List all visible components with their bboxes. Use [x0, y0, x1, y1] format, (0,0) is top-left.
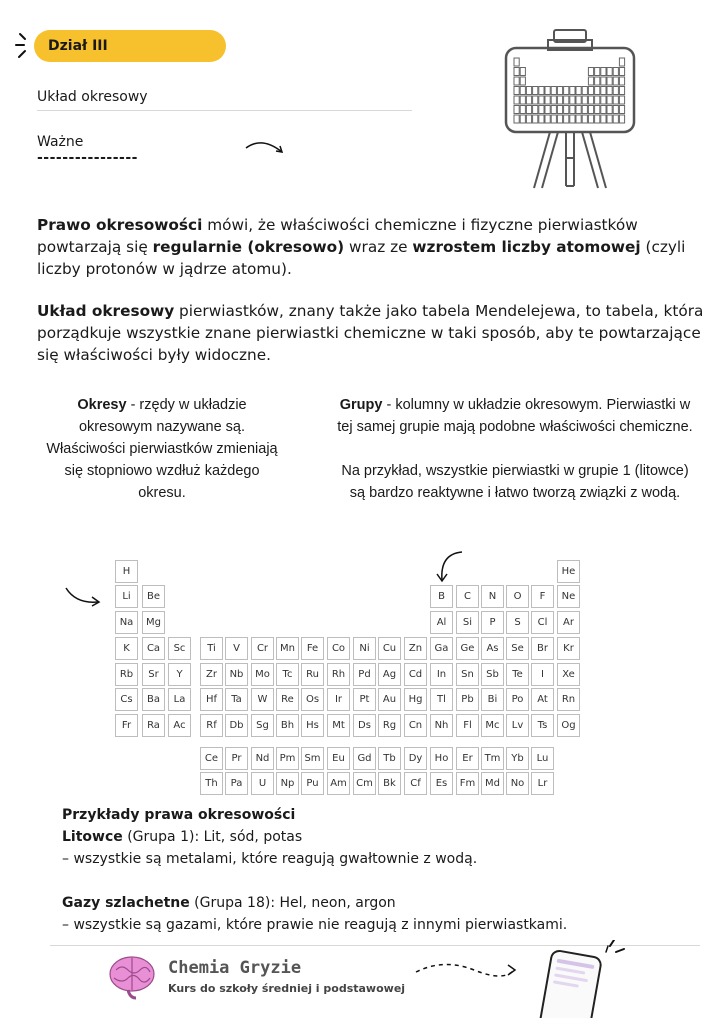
example-litowce-desc: – wszystkie są metalami, które reagują gwałtownie z wodą.: [62, 851, 478, 867]
pt-cell-symbol: I: [541, 669, 544, 680]
pt-cell-Ba: [142, 688, 165, 711]
pt-cell-symbol: Ag: [382, 669, 397, 680]
example-gazy-detail: (Grupa 18): Hel, neon, argon: [189, 895, 396, 911]
pt-cell-symbol: Y: [176, 669, 183, 680]
pt-cell-O: [506, 585, 529, 608]
paragraph-0-part-0: Prawo okresowości: [37, 216, 203, 234]
pt-cell-symbol: Db: [229, 720, 244, 731]
pt-cell-symbol: Xe: [562, 669, 575, 680]
pt-cell-symbol: Nd: [255, 753, 270, 764]
pt-cell-symbol: Tl: [437, 694, 446, 705]
pt-cell-Ta: [225, 688, 248, 711]
pt-cell-Sr: [142, 663, 165, 686]
pt-cell-symbol: Pm: [279, 753, 296, 764]
note-groups-title: Grupy: [339, 397, 383, 413]
pt-cell-Zr: [200, 663, 223, 686]
pt-cell-symbol: Am: [330, 778, 347, 789]
pt-cell-symbol: Al: [436, 617, 447, 628]
brain-icon: [106, 952, 158, 1000]
pt-cell-Tm: [481, 747, 504, 770]
pt-cell-symbol: Ga: [434, 643, 449, 654]
pt-cell-symbol: Mt: [332, 720, 345, 731]
pt-cell-symbol: Es: [435, 778, 448, 789]
pt-cell-symbol: Fm: [459, 778, 476, 789]
footer-tagline: Kurs do szkoły średniej i podstawowej: [168, 982, 406, 995]
pt-cell-In: [430, 663, 453, 686]
note-groups: [334, 394, 696, 504]
pt-cell-Md: [481, 772, 504, 795]
field-dashes: ----------------: [37, 150, 138, 166]
pt-cell-Po: [506, 688, 529, 711]
pt-cell-Fl: [456, 714, 479, 737]
pt-cell-symbol: B: [438, 591, 445, 602]
pt-cell-Sc: [168, 637, 191, 660]
pt-cell-symbol: Th: [205, 778, 218, 789]
pt-cell-Ga: [430, 637, 453, 660]
sparkle-icon: [14, 30, 36, 62]
pt-cell-W: [251, 688, 274, 711]
pt-cell-symbol: Rf: [206, 720, 217, 731]
pt-cell-Cn: [404, 714, 427, 737]
pt-cell-Lu: [531, 747, 554, 770]
pt-cell-symbol: O: [513, 591, 522, 602]
pt-cell-symbol: Sb: [486, 669, 499, 680]
pt-cell-Nh: [430, 714, 453, 737]
pt-cell-C: [456, 585, 479, 608]
pt-cell-symbol: Pa: [230, 778, 243, 789]
pt-cell-symbol: Fl: [463, 720, 472, 731]
pt-cell-As: [481, 637, 504, 660]
pt-cell-Te: [506, 663, 529, 686]
pt-cell-symbol: Fr: [121, 720, 132, 731]
pt-cell-Er: [456, 747, 479, 770]
pt-cell-symbol: Cm: [356, 778, 373, 789]
pt-cell-Ac: [168, 714, 191, 737]
pt-cell-He: [557, 560, 580, 583]
pt-cell-symbol: Hs: [306, 720, 319, 731]
paragraph-periodic-law: [37, 214, 713, 280]
pt-cell-symbol: Hf: [205, 694, 218, 705]
pt-cell-P: [481, 611, 504, 634]
pt-cell-Bk: [378, 772, 401, 795]
pt-cell-Tc: [276, 663, 299, 686]
pt-cell-La: [168, 688, 191, 711]
example-gazy-desc: – wszystkie są gazami, które prawie nie reagują z innymi pierwiastkami.: [62, 917, 568, 933]
pt-cell-symbol: La: [173, 694, 186, 705]
field-label-important: Ważne: [37, 134, 84, 150]
pt-cell-symbol: Eu: [332, 753, 345, 764]
pt-cell-symbol: Ba: [147, 694, 160, 705]
pt-cell-symbol: Lr: [537, 778, 548, 789]
pt-cell-Cf: [404, 772, 427, 795]
pt-cell-Cr: [251, 637, 274, 660]
easel-periodic-table-icon: [500, 28, 640, 190]
pt-cell-symbol: Se: [511, 643, 524, 654]
pt-cell-Gd: [353, 747, 376, 770]
pt-cell-symbol: As: [486, 643, 499, 654]
pt-cell-symbol: Nb: [229, 669, 244, 680]
pt-cell-symbol: Br: [537, 643, 548, 654]
pt-cell-Y: [168, 663, 191, 686]
pt-cell-Hs: [301, 714, 324, 737]
pt-cell-symbol: Ti: [207, 643, 216, 654]
pt-cell-Pt: [353, 688, 376, 711]
pt-cell-Xe: [557, 663, 580, 686]
field-underline: [37, 110, 412, 111]
pt-cell-Rg: [378, 714, 401, 737]
pt-cell-symbol: Cr: [256, 643, 269, 654]
pt-cell-symbol: Rh: [331, 669, 346, 680]
pt-cell-symbol: Pr: [231, 753, 242, 764]
pt-cell-Es: [430, 772, 453, 795]
pt-cell-symbol: Bi: [487, 694, 498, 705]
pt-cell-symbol: Po: [511, 694, 524, 705]
pt-cell-symbol: W: [257, 694, 268, 705]
pt-cell-symbol: Tc: [282, 669, 293, 680]
pt-cell-Cu: [378, 637, 401, 660]
pt-cell-symbol: Cl: [537, 617, 548, 628]
pt-cell-Tb: [378, 747, 401, 770]
pt-cell-symbol: Os: [305, 694, 320, 705]
pt-cell-symbol: Pt: [359, 694, 370, 705]
pt-cell-symbol: Ds: [358, 720, 371, 731]
note-groups-text: - kolumny w układzie okresowym. Pierwiastki w tej samej grupie mają podobne właściwości chemiczne.: [337, 397, 693, 435]
pt-cell-symbol: Ir: [334, 694, 343, 705]
example-gazy-name: Gazy szlachetne: [62, 895, 190, 911]
note-periods-text: - rzędy w układzie okresowym nazywane są. Właściwości pierwiastków zmieniają się stopniowo wzdłuż każdego okresu.: [46, 397, 278, 501]
pt-cell-symbol: F: [539, 591, 546, 602]
pt-cell-symbol: Cu: [382, 643, 397, 654]
pt-cell-symbol: Ta: [231, 694, 242, 705]
pt-cell-symbol: Ce: [204, 753, 219, 764]
pt-cell-Np: [276, 772, 299, 795]
examples-section: [62, 804, 702, 936]
pt-cell-symbol: Cf: [410, 778, 421, 789]
example-litowce-name: Litowce: [62, 829, 123, 845]
pt-cell-symbol: Ho: [434, 753, 449, 764]
pt-cell-Mg: [142, 611, 165, 634]
pt-cell-Ds: [353, 714, 376, 737]
paragraph-0-part-2: regularnie (okresowo): [152, 238, 345, 256]
note-groups-example: Na przykład, wszystkie pierwiastki w grupie 1 (litowce) są bardzo reaktywne i łatwo tworzą związki z wodą.: [341, 463, 689, 501]
pt-cell-Li: [115, 585, 138, 608]
pt-cell-Hf: [200, 688, 223, 711]
pt-cell-Cd: [404, 663, 427, 686]
pt-cell-Ar: [557, 611, 580, 634]
pt-cell-Au: [378, 688, 401, 711]
pt-cell-symbol: Na: [119, 617, 134, 628]
pt-cell-Ru: [301, 663, 324, 686]
footer-brand: Chemia Gryzie: [168, 958, 302, 978]
pt-cell-symbol: Og: [561, 720, 576, 731]
pt-cell-Se: [506, 637, 529, 660]
pt-cell-symbol: Sr: [148, 669, 159, 680]
pt-cell-Ir: [327, 688, 350, 711]
pt-cell-symbol: H: [122, 566, 131, 577]
pt-cell-symbol: Re: [281, 694, 294, 705]
pt-cell-symbol: Ni: [359, 643, 370, 654]
pt-cell-Ho: [430, 747, 453, 770]
pt-cell-Sg: [251, 714, 274, 737]
paragraph-0-part-4: wzrostem liczby atomowej: [412, 238, 641, 256]
pt-cell-symbol: Ne: [561, 591, 576, 602]
pt-cell-S: [506, 611, 529, 634]
examples-title: Przykłady prawa okresowości: [62, 807, 296, 823]
paragraph-0-part-5: (czyli liczby protonów w jądrze atomu).: [37, 238, 686, 278]
pt-cell-symbol: Ac: [173, 720, 186, 731]
paragraph-1-part-0: Układ okresowy: [37, 302, 175, 320]
pt-cell-symbol: Ra: [147, 720, 160, 731]
pt-cell-Cm: [353, 772, 376, 795]
pt-cell-Og: [557, 714, 580, 737]
pt-cell-symbol: Pd: [358, 669, 371, 680]
pt-cell-I: [531, 663, 554, 686]
pt-cell-K: [115, 637, 138, 660]
pt-cell-Cs: [115, 688, 138, 711]
pt-cell-Ce: [200, 747, 223, 770]
pt-cell-Hg: [404, 688, 427, 711]
pt-cell-Pd: [353, 663, 376, 686]
pt-cell-symbol: Tb: [383, 753, 396, 764]
pt-cell-No: [506, 772, 529, 795]
pt-cell-symbol: Lv: [511, 720, 524, 731]
paragraph-periodic-table: [37, 300, 713, 366]
pt-cell-Nb: [225, 663, 248, 686]
pt-cell-symbol: N: [488, 591, 497, 602]
pt-cell-symbol: He: [561, 566, 576, 577]
pt-cell-F: [531, 585, 554, 608]
pt-cell-Lv: [506, 714, 529, 737]
pt-cell-symbol: Pb: [461, 694, 474, 705]
pt-cell-symbol: Ar: [563, 617, 574, 628]
pt-cell-symbol: U: [258, 778, 267, 789]
pt-cell-Rb: [115, 663, 138, 686]
pt-cell-symbol: Gd: [357, 753, 372, 764]
pt-cell-Cl: [531, 611, 554, 634]
pt-cell-symbol: Rn: [561, 694, 576, 705]
pt-cell-symbol: Np: [280, 778, 295, 789]
arrow-icon: [244, 136, 286, 158]
pt-cell-Nd: [251, 747, 274, 770]
pt-cell-Pm: [276, 747, 299, 770]
pt-cell-symbol: Er: [462, 753, 473, 764]
pt-cell-symbol: Te: [512, 669, 523, 680]
pt-cell-symbol: Ts: [537, 720, 548, 731]
pt-cell-symbol: Sm: [304, 753, 321, 764]
pt-cell-symbol: Zr: [206, 669, 217, 680]
pt-cell-symbol: Kr: [563, 643, 574, 654]
pt-cell-Mo: [251, 663, 274, 686]
pt-cell-Kr: [557, 637, 580, 660]
paragraph-0-part-3: wraz ze: [344, 238, 413, 256]
pt-cell-symbol: Cs: [120, 694, 133, 705]
pt-cell-Zn: [404, 637, 427, 660]
pt-cell-Ca: [142, 637, 165, 660]
section-badge: Dział III: [34, 30, 226, 62]
arrow-icon: [432, 548, 466, 584]
pt-cell-Rh: [327, 663, 350, 686]
pt-cell-symbol: Ge: [460, 643, 475, 654]
pt-cell-N: [481, 585, 504, 608]
pt-cell-Bi: [481, 688, 504, 711]
pt-cell-symbol: Sn: [461, 669, 474, 680]
pt-cell-Si: [456, 611, 479, 634]
pt-cell-Pb: [456, 688, 479, 711]
arrow-icon: [62, 584, 104, 610]
pt-cell-Bh: [276, 714, 299, 737]
pt-cell-symbol: K: [123, 643, 130, 654]
pt-cell-Al: [430, 611, 453, 634]
pt-cell-symbol: Sg: [256, 720, 269, 731]
pt-cell-Fe: [301, 637, 324, 660]
pt-cell-symbol: Bh: [280, 720, 295, 731]
note-periods-title: Okresy: [77, 397, 127, 413]
pt-cell-Db: [225, 714, 248, 737]
pt-cell-Ra: [142, 714, 165, 737]
pt-cell-Ne: [557, 585, 580, 608]
pt-cell-Th: [200, 772, 223, 795]
pt-cell-symbol: Mo: [255, 669, 270, 680]
pt-cell-V: [225, 637, 248, 660]
pt-cell-symbol: Co: [331, 643, 346, 654]
pt-cell-symbol: Au: [382, 694, 397, 705]
pt-cell-Sm: [301, 747, 324, 770]
pt-cell-symbol: Zn: [408, 643, 423, 654]
paragraph-1-part-1: pierwiastków, znany także jako tabela Mendelejewa, to tabela, która porządkuje wszystkie znane pierwiastki chemiczne w taki sposób, aby te powtarzające się właściwości były widoczne.: [37, 302, 704, 364]
pt-cell-symbol: Mn: [280, 643, 295, 654]
pt-cell-symbol: Li: [122, 591, 131, 602]
pt-cell-Ni: [353, 637, 376, 660]
pt-cell-symbol: Mg: [146, 617, 161, 628]
pt-cell-symbol: Mc: [485, 720, 500, 731]
pt-cell-Pu: [301, 772, 324, 795]
arrow-icon: [414, 960, 518, 984]
pt-cell-Am: [327, 772, 350, 795]
pt-cell-symbol: Ru: [306, 669, 319, 680]
pt-cell-Mc: [481, 714, 504, 737]
pt-cell-Tl: [430, 688, 453, 711]
pt-cell-symbol: Si: [462, 617, 473, 628]
pt-cell-symbol: C: [464, 591, 471, 602]
pt-cell-Fm: [456, 772, 479, 795]
pt-cell-Co: [327, 637, 350, 660]
pt-cell-symbol: Sc: [173, 643, 186, 654]
paragraph-0-part-1: mówi, że właściwości chemiczne i fizyczne pierwiastków powtarzają się: [37, 216, 638, 256]
pt-cell-symbol: Tm: [484, 753, 501, 764]
pt-cell-Lr: [531, 772, 554, 795]
pt-cell-Ge: [456, 637, 479, 660]
example-litowce-detail: (Grupa 1): Lit, sód, potas: [122, 829, 303, 845]
pt-cell-Sn: [456, 663, 479, 686]
pt-cell-symbol: Fe: [306, 643, 319, 654]
pt-cell-symbol: Hg: [408, 694, 423, 705]
pt-cell-Br: [531, 637, 554, 660]
note-periods: [40, 394, 284, 504]
pt-cell-symbol: Bk: [383, 778, 396, 789]
pt-cell-symbol: At: [537, 694, 548, 705]
pt-cell-symbol: V: [233, 643, 240, 654]
pt-cell-Mn: [276, 637, 299, 660]
pt-cell-symbol: S: [514, 617, 521, 628]
pt-cell-symbol: Cn: [408, 720, 423, 731]
pt-cell-Rn: [557, 688, 580, 711]
pt-cell-U: [251, 772, 274, 795]
pt-cell-Ti: [200, 637, 223, 660]
pt-cell-symbol: Ca: [146, 643, 161, 654]
pt-cell-H: [115, 560, 138, 583]
pt-cell-Eu: [327, 747, 350, 770]
pt-cell-Mt: [327, 714, 350, 737]
pt-cell-symbol: Cd: [408, 669, 423, 680]
pt-cell-symbol: In: [436, 669, 447, 680]
pt-cell-B: [430, 585, 453, 608]
pt-cell-Ts: [531, 714, 554, 737]
pt-cell-Pa: [225, 772, 248, 795]
pt-cell-symbol: Pu: [306, 778, 319, 789]
pt-cell-Be: [142, 585, 165, 608]
pt-cell-symbol: No: [510, 778, 525, 789]
pt-cell-symbol: Be: [146, 591, 160, 602]
pt-cell-symbol: Yb: [511, 753, 524, 764]
pt-cell-symbol: P: [489, 617, 496, 628]
pt-cell-symbol: Lu: [536, 753, 549, 764]
field-label-topic: Układ okresowy: [37, 89, 148, 105]
pt-cell-Os: [301, 688, 324, 711]
pt-cell-symbol: Dy: [408, 753, 423, 764]
pt-cell-Rf: [200, 714, 223, 737]
pt-cell-symbol: Rg: [382, 720, 397, 731]
pt-cell-Pr: [225, 747, 248, 770]
pt-cell-symbol: Nh: [434, 720, 449, 731]
pt-cell-At: [531, 688, 554, 711]
pt-cell-Dy: [404, 747, 427, 770]
phone-icon: [522, 940, 626, 1018]
pt-cell-Ag: [378, 663, 401, 686]
pt-cell-Sb: [481, 663, 504, 686]
pt-cell-Fr: [115, 714, 138, 737]
pt-cell-Re: [276, 688, 299, 711]
pt-cell-Yb: [506, 747, 529, 770]
pt-cell-Na: [115, 611, 138, 634]
pt-cell-symbol: Rb: [119, 669, 134, 680]
pt-cell-symbol: Md: [485, 778, 500, 789]
